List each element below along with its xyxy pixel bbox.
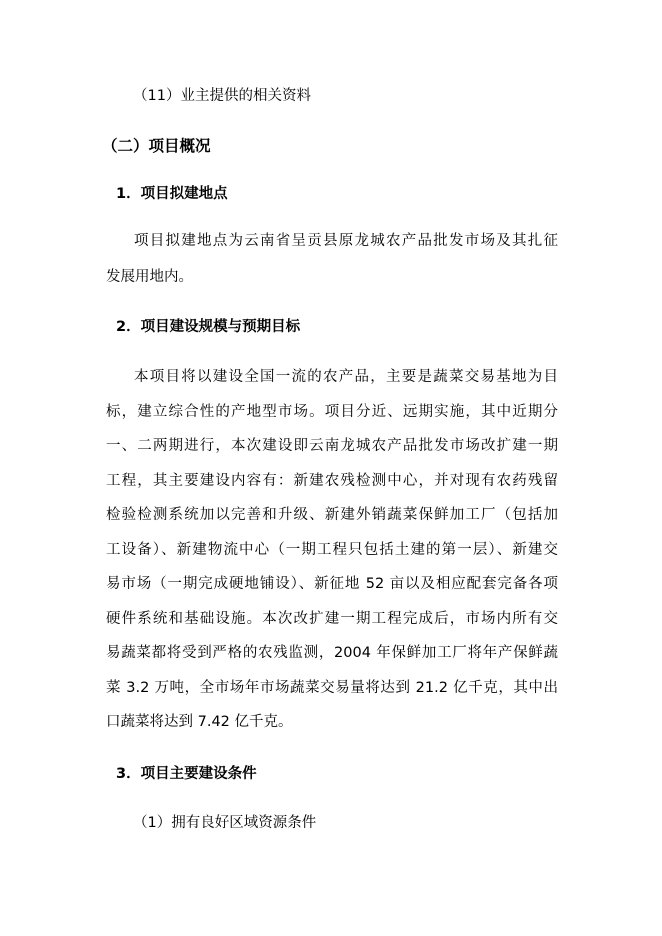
section-heading-project-overview: （二）项目概况	[102, 137, 211, 155]
list-item-11: （11）业主提供的相关资料	[133, 88, 311, 104]
paragraph-line: 本项目将以建设全国一流的农产品，主要是蔬菜交易基地为目	[134, 369, 558, 385]
paragraph-line: 易市场（一期完成硬地铺设）、新征地 52 亩以及相应配套完备各项	[106, 576, 558, 592]
list-item-conditions-1: （1）拥有良好区域资源条件	[133, 815, 317, 831]
paragraph-line: 易蔬菜都将受到严格的农残监测，2004 年保鲜加工厂将年产保鲜蔬	[106, 645, 558, 661]
paragraph-line: 口蔬菜将达到 7.42 亿千克。	[106, 714, 293, 730]
paragraph-line: 一、二两期进行，本次建设即云南龙城农产品批发市场改扩建一期	[106, 438, 558, 454]
paragraph-line: 工设备）、新建物流中心（一期工程只包括土建的第一层）、新建交	[106, 542, 558, 558]
subsection-heading-conditions: 3．项目主要建设条件	[116, 766, 257, 782]
subsection-heading-location: 1．项目拟建地点	[116, 186, 228, 202]
paragraph-line: 菜 3.2 万吨，全市场年市场蔬菜交易量将达到 21.2 亿千克，其中出	[106, 680, 558, 696]
paragraph-line: 标，建立综合性的产地型市场。项目分近、远期实施，其中近期分	[106, 404, 558, 420]
paragraph-line: 检验检测系统加以完善和升级、新建外销蔬菜保鲜加工厂（包括加	[106, 507, 558, 523]
paragraph-line: 项目拟建地点为云南省呈贡县原龙城农产品批发市场及其扎征	[134, 233, 558, 249]
paragraph-line: 发展用地内。	[106, 269, 193, 285]
paragraph-line: 工程，其主要建设内容有：新建农残检测中心，并对现有农药残留	[106, 473, 558, 489]
paragraph-line: 硬件系统和基础设施。本次改扩建一期工程完成后，市场内所有交	[106, 611, 558, 627]
subsection-heading-scale-goals: 2．项目建设规模与预期目标	[116, 319, 301, 335]
